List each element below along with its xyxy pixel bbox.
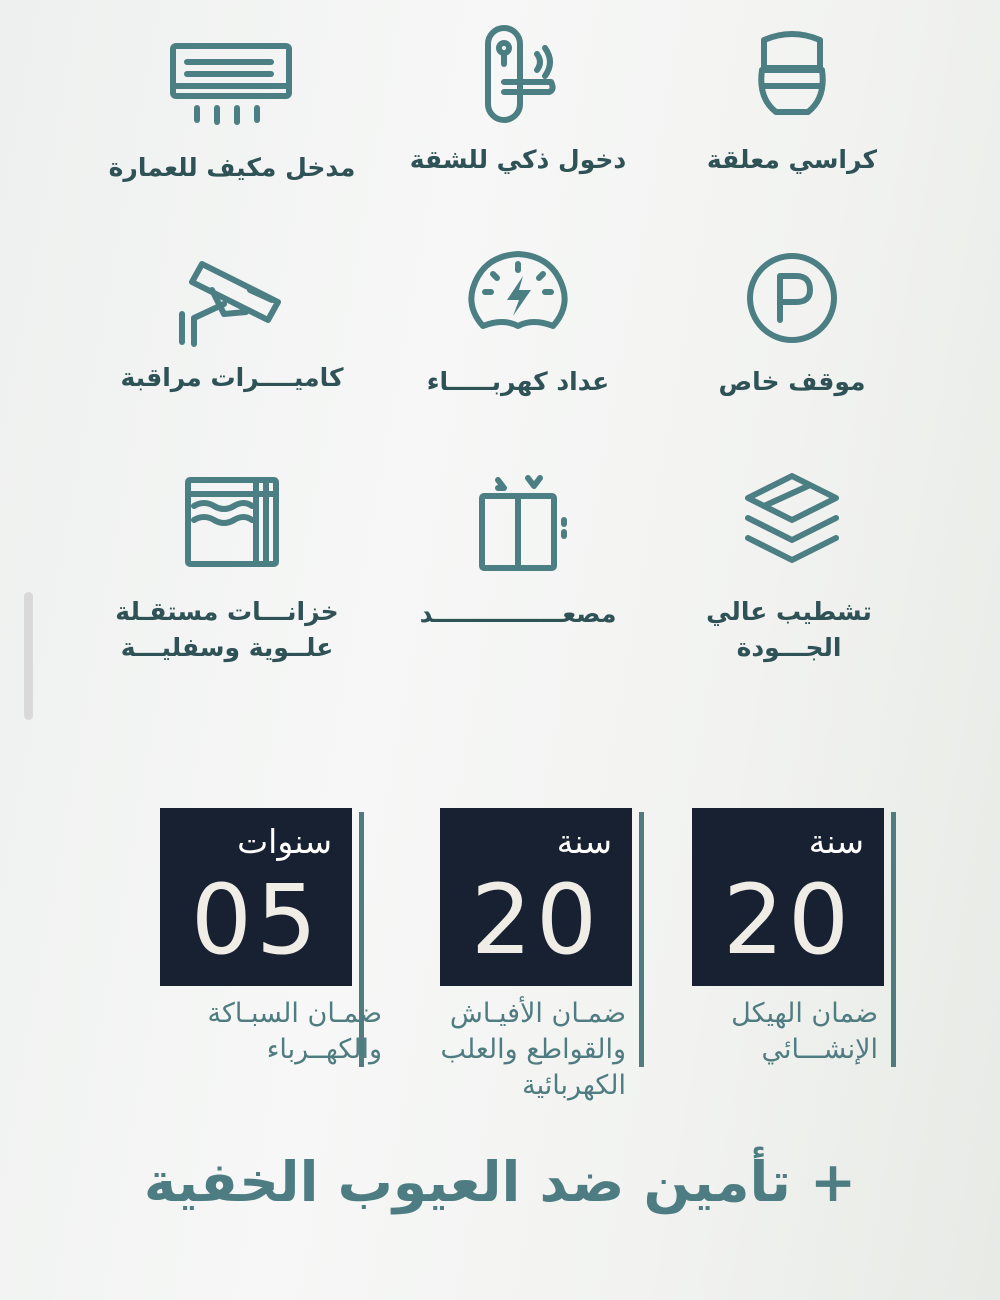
divider (891, 812, 896, 1067)
warranty-box (160, 808, 352, 986)
warranty-box (440, 808, 632, 986)
scrollbar[interactable] (24, 592, 33, 720)
feature-label: كراسي معلقة (706, 145, 878, 174)
feature-label: كاميــــرات مراقبة (120, 363, 344, 392)
electricity-meter-icon (463, 248, 573, 348)
security-camera-icon (172, 244, 292, 348)
warranty-unit: سنوات (237, 822, 332, 861)
warranty-label: ضمـان الأفيـاش والقواطع والعلب الكهربائية (440, 998, 626, 1101)
warranty-label: ضمان الهيكل الإنشـــائي (731, 998, 878, 1065)
wall-hung-toilet-icon (742, 28, 842, 128)
warranty-number: 05 (190, 864, 322, 976)
smart-lock-icon (463, 24, 573, 128)
layers-icon (742, 470, 842, 570)
feature-cctv (82, 244, 382, 396)
warranty-number: 20 (470, 864, 602, 976)
feature-water-tanks (82, 474, 382, 666)
feature-smart-entry (368, 24, 668, 178)
feature-electricity-meter (368, 248, 668, 400)
feature-label: مصعـــــــــــــــد (419, 599, 617, 628)
feature-label: مدخل مكيف للعمارة (108, 153, 356, 182)
warranty-box (692, 808, 884, 986)
feature-private-parking (642, 248, 942, 400)
water-tank-icon (182, 474, 282, 570)
warranty-unit: سنة (556, 822, 612, 861)
divider (639, 812, 644, 1067)
feature-label: دخول ذكي للشقة (409, 145, 627, 174)
elevator-icon (468, 470, 568, 574)
feature-elevator (368, 470, 668, 632)
parking-icon (742, 248, 842, 348)
warranty-unit: سنة (808, 822, 864, 861)
feature-label: موقف خاص (718, 367, 866, 396)
hidden-defects-insurance-banner: + تأمين ضد العيوب الخفية (143, 1150, 857, 1214)
feature-high-quality-finishing (642, 470, 942, 666)
feature-label: عداد كهربـــــاء (426, 367, 610, 396)
feature-label: خزانـــات مستقـلة علــوية وسفليـــة (115, 597, 339, 662)
feature-ac-entrance (82, 40, 382, 186)
warranty-number: 20 (722, 864, 854, 976)
feature-wall-hung-toilets (642, 28, 942, 178)
feature-label: تشطيب عالي الجـــودة (706, 597, 872, 662)
warranty-label: ضمـان السبـاكة والكهــرباء (207, 998, 382, 1065)
air-conditioner-icon (167, 40, 297, 130)
